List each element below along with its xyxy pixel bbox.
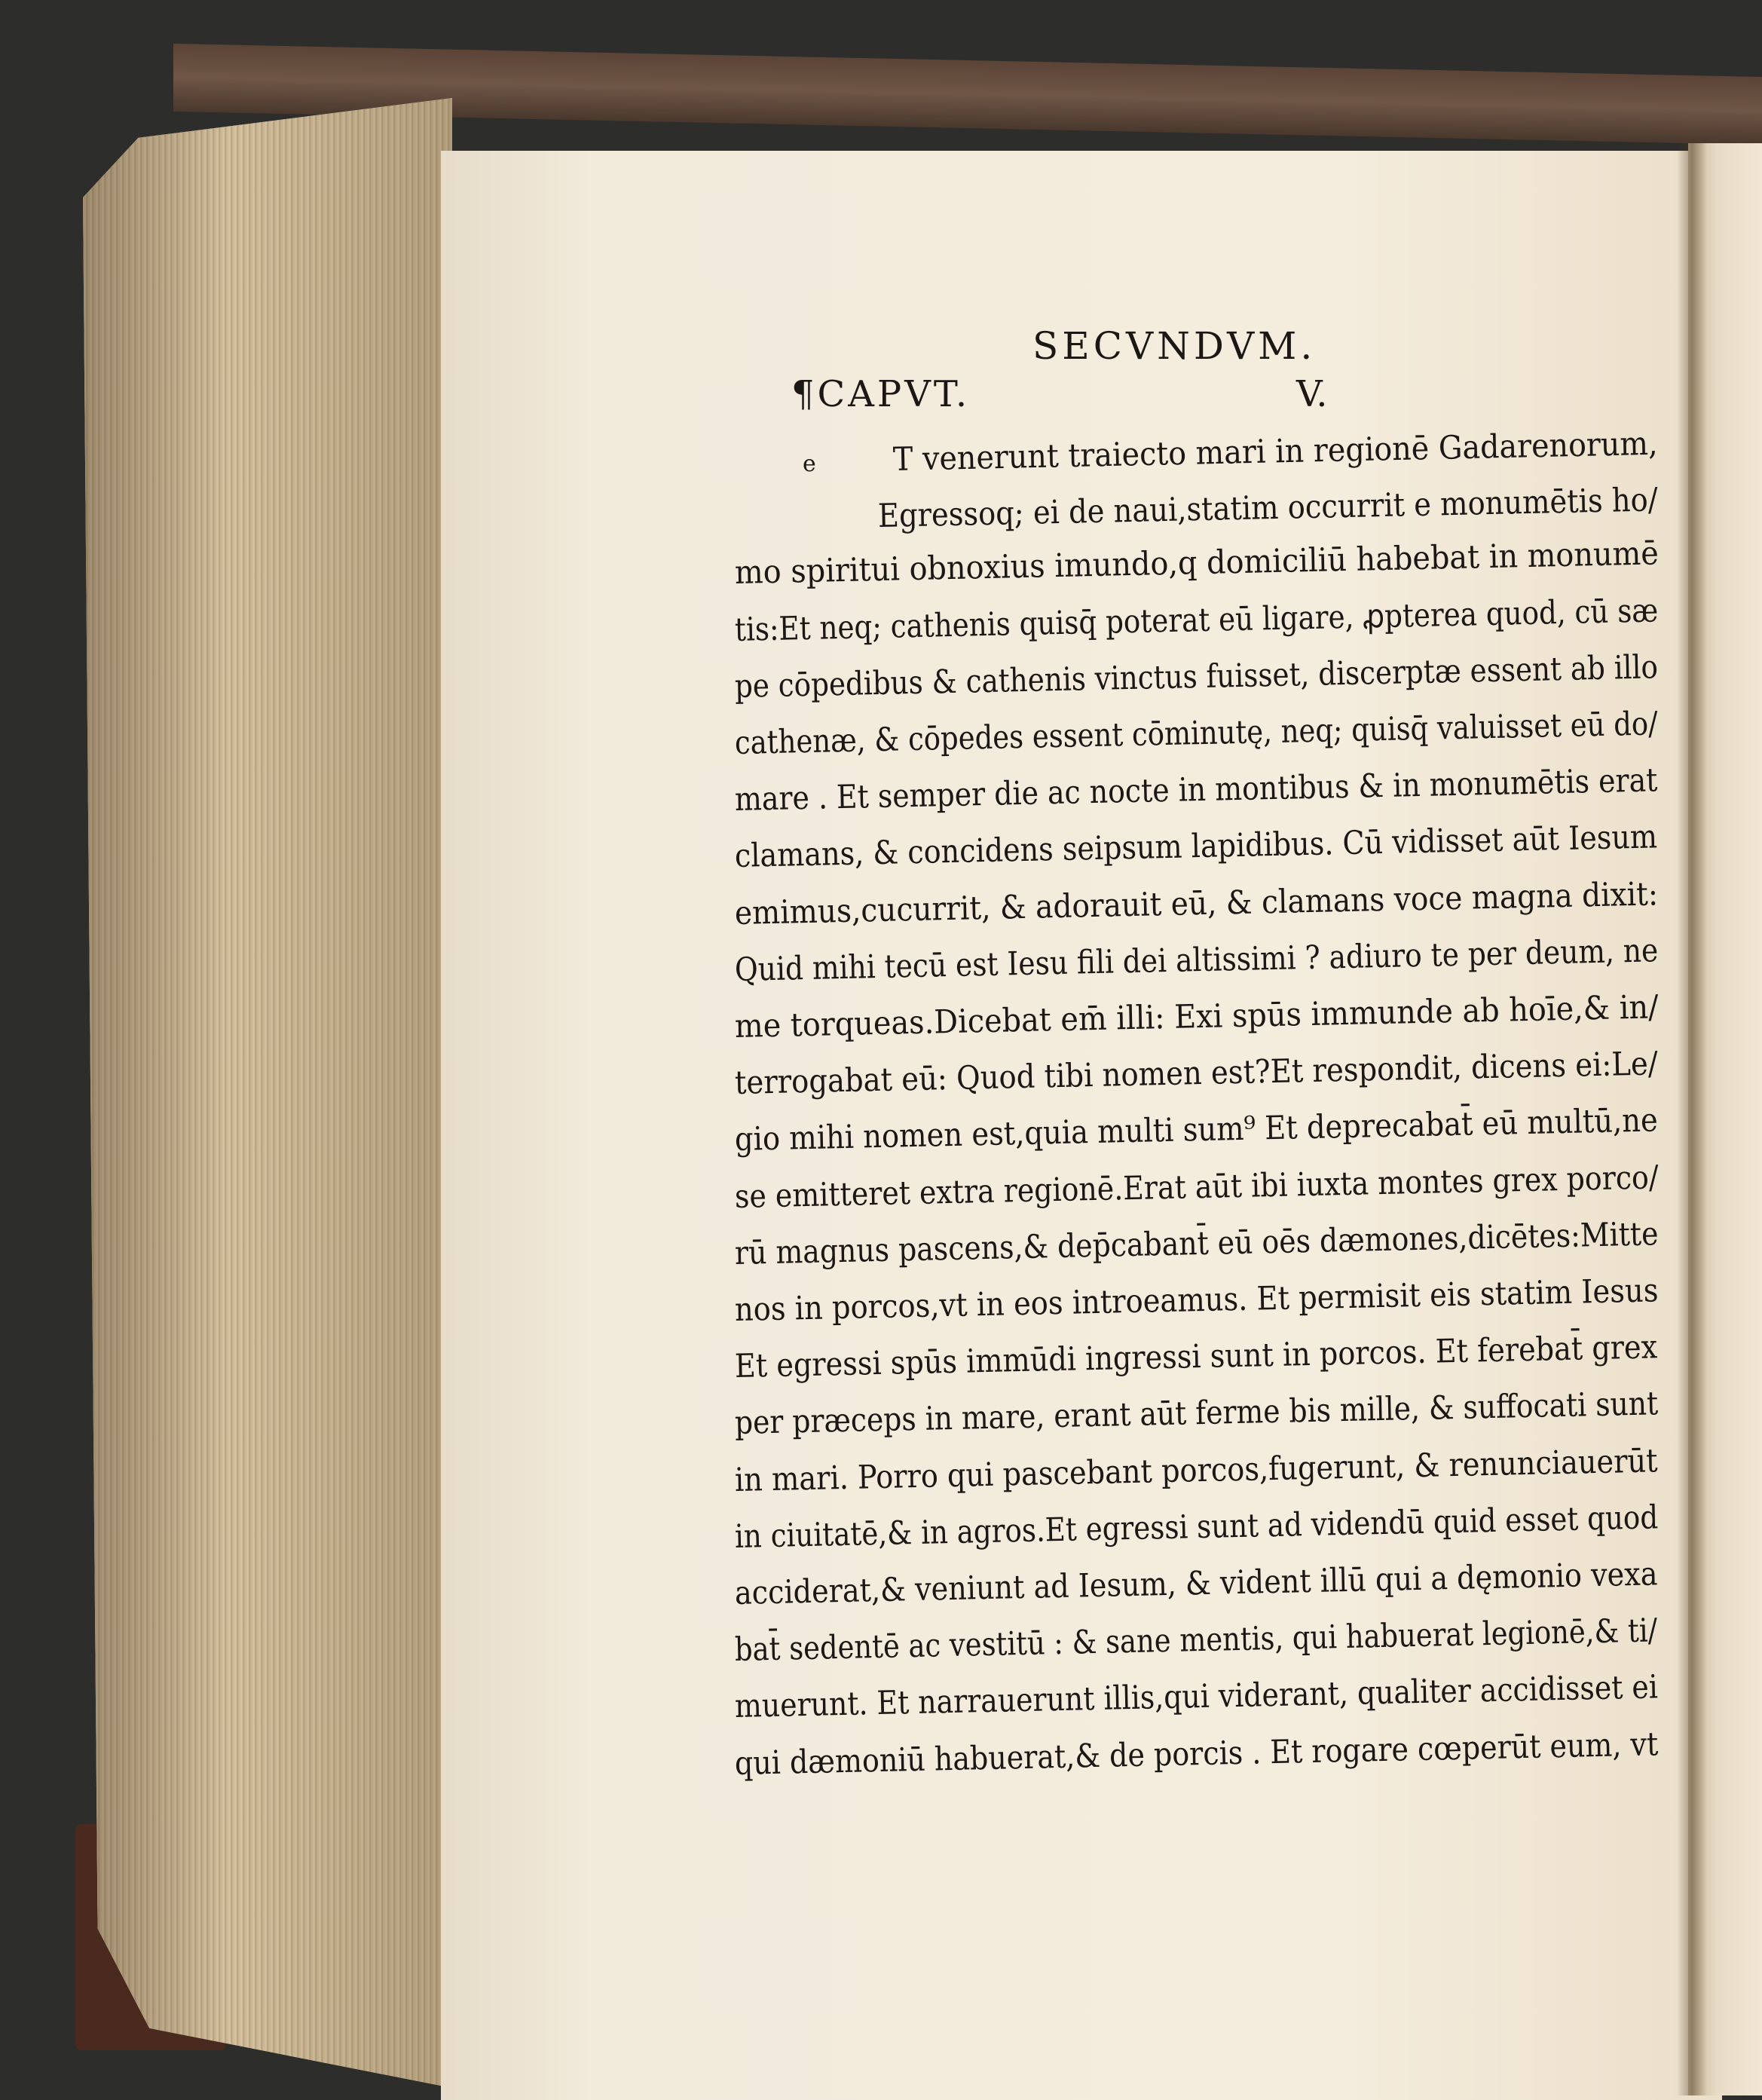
text-line: terrogabat eū: Quod tibi nomen est?Et respondit, dicens ei:Le/ bbox=[734, 1045, 1659, 1103]
book-gutter bbox=[1677, 143, 1707, 2095]
text-line: gio mihi nomen est,quia multi sum⁹ Et deprecabat̄ eū multū,ne bbox=[734, 1101, 1659, 1159]
text-line: clamans, & concidens seipsum lapidibus. Cū vidisset aūt Iesum bbox=[734, 818, 1658, 876]
text-line: in ciuitatē,& in agros.Et egressi sunt ad videndū quid esset quod bbox=[734, 1498, 1659, 1556]
text-line: rū magnus pascens,& dep̄cabant̄ eū oēs dæmones,dicētes:Mitte bbox=[734, 1215, 1659, 1272]
guide-letter: e bbox=[803, 451, 816, 477]
text-line: bat̄ sedentē ac vestitū : & sane mentis, qui habuerat legionē,& ti/ bbox=[734, 1612, 1658, 1670]
page-fore-edge-shade bbox=[83, 98, 452, 2088]
text-line: me torqueas.Dicebat em̄ illi: Exi spūs immunde ab hoīe,& in/ bbox=[734, 988, 1660, 1045]
text-line: in mari. Porro qui pascebant porcos,fugerunt, & renunciauerūt bbox=[734, 1441, 1658, 1499]
text-line: mo spiritui obnoxius imundo,q domiciliū habebat in monumē bbox=[734, 534, 1660, 592]
text-line: Quid mihi tecū est Iesu fili dei altissimi ? adiuro te per deum, ne bbox=[734, 932, 1659, 989]
text-line: Et egressi spūs immūdi ingressi sunt in porcos. Et ferebat̄ grex bbox=[734, 1328, 1658, 1386]
text-line: pe cōpedibus & cathenis vinctus fuisset, discerptæ essent ab illo bbox=[734, 648, 1659, 706]
chapter-number: V. bbox=[1296, 373, 1328, 415]
text-line: tis:Et neq; cathenis quisq̄ poterat eū ligare, ꝓpterea quod, cū sæ bbox=[734, 591, 1659, 649]
text-line: nos in porcos,vt in eos introeamus. Et permisit eis statim Iesus bbox=[734, 1272, 1659, 1329]
text-line: emimus,cucurrit, & adorauit eū, & clamans voce magna dixit: bbox=[734, 874, 1659, 932]
text-line: se emitteret extra regionē.Erat aūt ibi iuxta montes grex porco/ bbox=[734, 1158, 1660, 1216]
text-line: Egressoq; ei de naui,statim occurrit e monumētis ho/ bbox=[877, 481, 1659, 536]
text-line: mare . Et semper die ac nocte in montibus & in monumētis erat bbox=[734, 761, 1658, 819]
chapter-heading: ¶CAPVT. bbox=[791, 373, 971, 415]
text-line: qui dæmoniū habuerat,& de porcis . Et rogare cœperūt eum, vt bbox=[734, 1725, 1659, 1783]
running-head: SECVNDVM. bbox=[1032, 324, 1317, 368]
text-line: T venerunt traiecto mari in regionē Gadarenorum, bbox=[892, 424, 1659, 479]
text-line: muerunt. Et narrauerunt illis,qui viderant, qualiter accidisset ei bbox=[734, 1668, 1659, 1726]
text-line: acciderat,& veniunt ad Iesum, & vident illū qui a dęmonio vexa bbox=[734, 1555, 1658, 1612]
text-line: per præceps in mare, erant aūt ferme bis mille, & suffocati sunt bbox=[734, 1385, 1659, 1443]
text-line: cathenæ, & cōpedes essent cōminutę, neq; quisq̄ valuisset eū do/ bbox=[734, 705, 1659, 762]
